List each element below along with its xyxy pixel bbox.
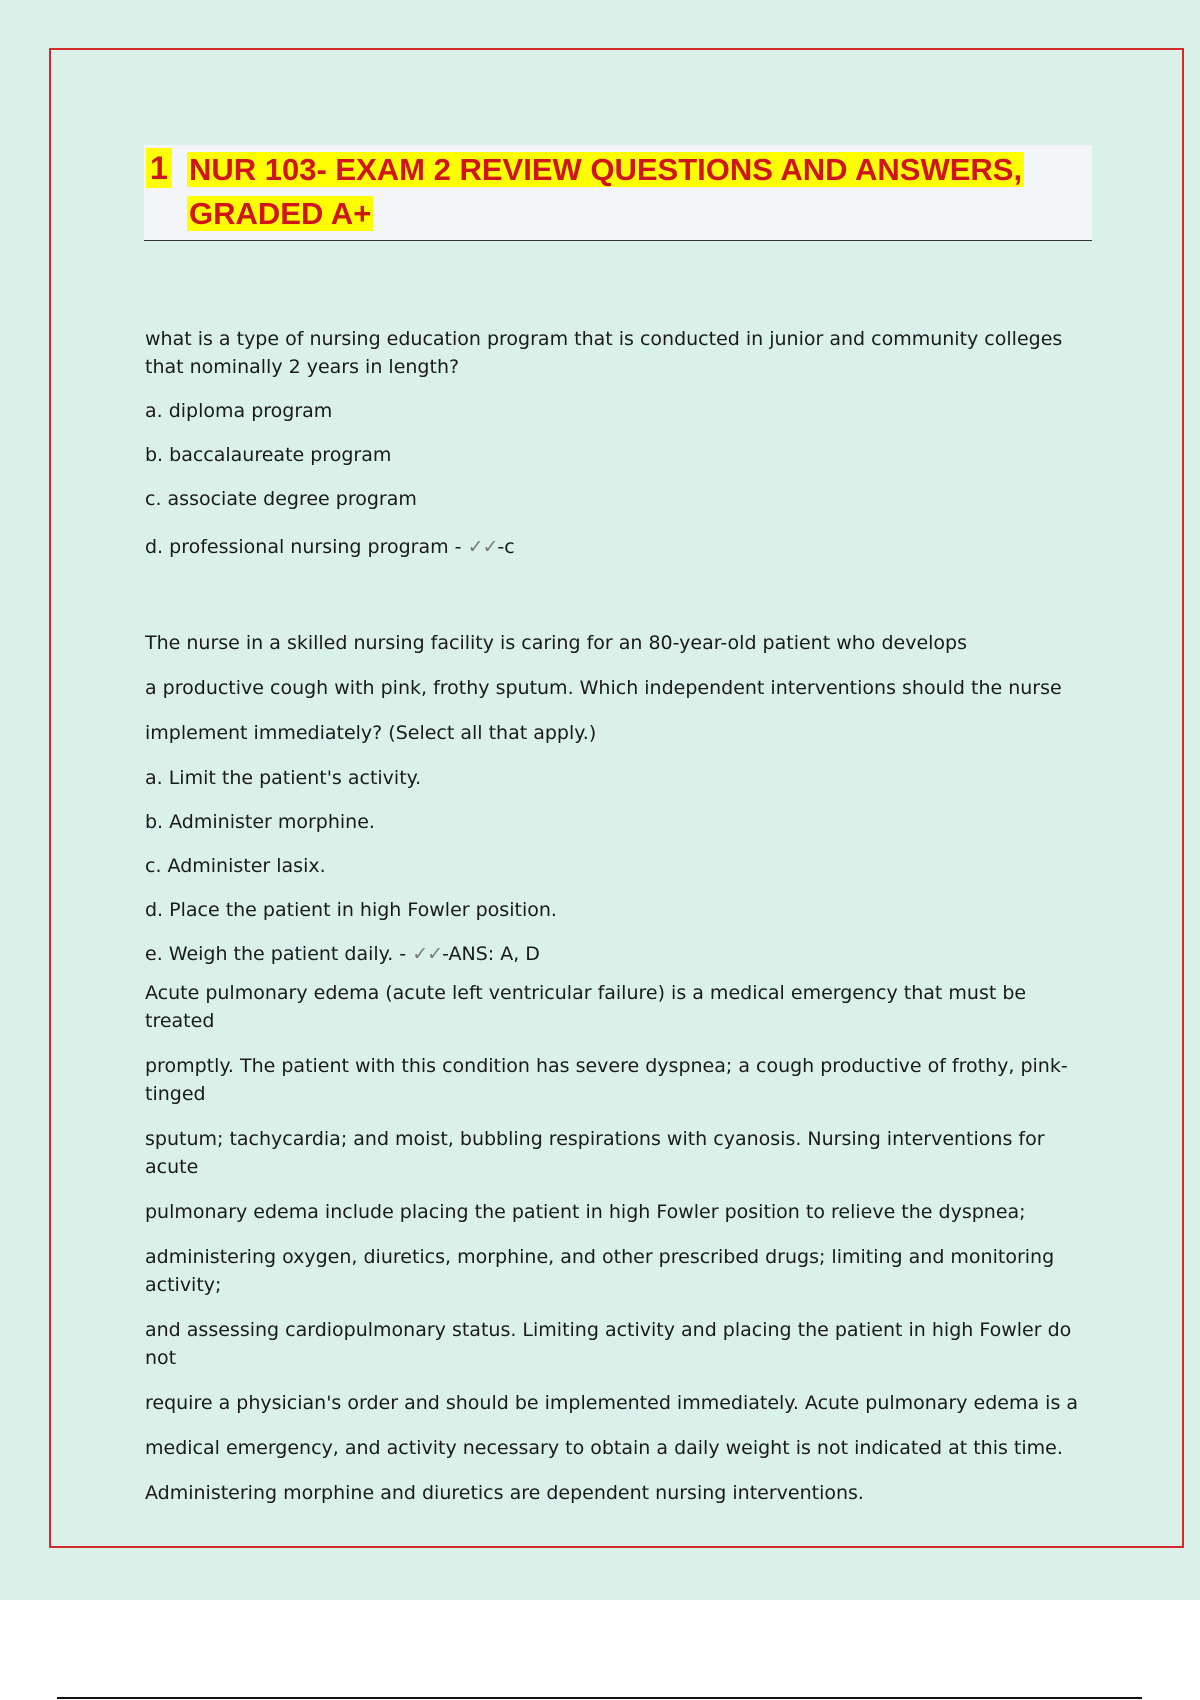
- rationale-line: promptly. The patient with this condition has severe dyspnea; a cough productive of frothy, pink-tinged: [145, 1055, 1068, 1105]
- question-1: [145, 325, 1085, 561]
- question-1-option-d: [145, 533, 1085, 561]
- heading-number: 1: [146, 148, 172, 188]
- question-2-option-e-text: e. Weigh the patient daily. -: [145, 943, 407, 965]
- question-1-option-c: c. associate degree program: [145, 488, 417, 510]
- question-2-option-e: [145, 940, 1085, 968]
- rationale-line: Acute pulmonary edema (acute left ventricular failure) is a medical emergency that must be treated: [145, 982, 1027, 1032]
- rationale-line: require a physician's order and should be implemented immediately. Acute pulmonary edema is a: [145, 1392, 1079, 1414]
- question-2-answer: -ANS: A, D: [442, 943, 540, 965]
- question-2-rationale: [145, 979, 1085, 1507]
- question-2-option-c: c. Administer lasix.: [145, 855, 326, 877]
- question-2: [145, 629, 1085, 1507]
- question-2-text-line: The nurse in a skilled nursing facility is caring for an 80-year-old patient who develops: [145, 632, 967, 654]
- question-2-option-d: d. Place the patient in high Fowler position.: [145, 899, 557, 921]
- document-title-block: [144, 145, 1092, 241]
- rationale-line: and assessing cardiopulmonary status. Limiting activity and placing the patient in high Fowler do not: [145, 1319, 1072, 1369]
- question-1-option-d-text: d. professional nursing program -: [145, 536, 462, 558]
- check-marks-icon: ✓✓: [412, 943, 443, 965]
- rationale-line: pulmonary edema include placing the patient in high Fowler position to relieve the dyspnea;: [145, 1201, 1026, 1223]
- document-title-text: NUR 103- EXAM 2 REVIEW QUESTIONS AND ANSWERS, GRADED A+: [189, 152, 1023, 231]
- rationale-line: Administering morphine and diuretics are dependent nursing interventions.: [145, 1482, 864, 1504]
- page-bottom-rule: [57, 1697, 1142, 1699]
- rationale-line: administering oxygen, diuretics, morphine, and other prescribed drugs; limiting and monitoring activity;: [145, 1246, 1055, 1296]
- question-2-text-line: a productive cough with pink, frothy sputum. Which independent interventions should the nurse: [145, 677, 1062, 699]
- question-1-option-b: b. baccalaureate program: [145, 444, 392, 466]
- question-1-option-a: a. diploma program: [145, 400, 333, 422]
- question-1-text: what is a type of nursing education program that is conducted in junior and community colleges that nominally 2 years in length?: [145, 328, 1063, 378]
- rationale-line: sputum; tachycardia; and moist, bubbling respirations with cyanosis. Nursing interventions for acute: [145, 1128, 1045, 1178]
- rationale-line: medical emergency, and activity necessary to obtain a daily weight is not indicated at this time.: [145, 1437, 1063, 1459]
- question-1-answer: -c: [497, 536, 515, 558]
- check-marks-icon: ✓✓: [467, 536, 498, 558]
- question-2-option-a: a. Limit the patient's activity.: [145, 767, 422, 789]
- document-content: [145, 325, 1085, 1524]
- question-2-text-line: implement immediately? (Select all that apply.): [145, 722, 597, 744]
- document-title: [187, 148, 1047, 236]
- question-2-option-b: b. Administer morphine.: [145, 811, 375, 833]
